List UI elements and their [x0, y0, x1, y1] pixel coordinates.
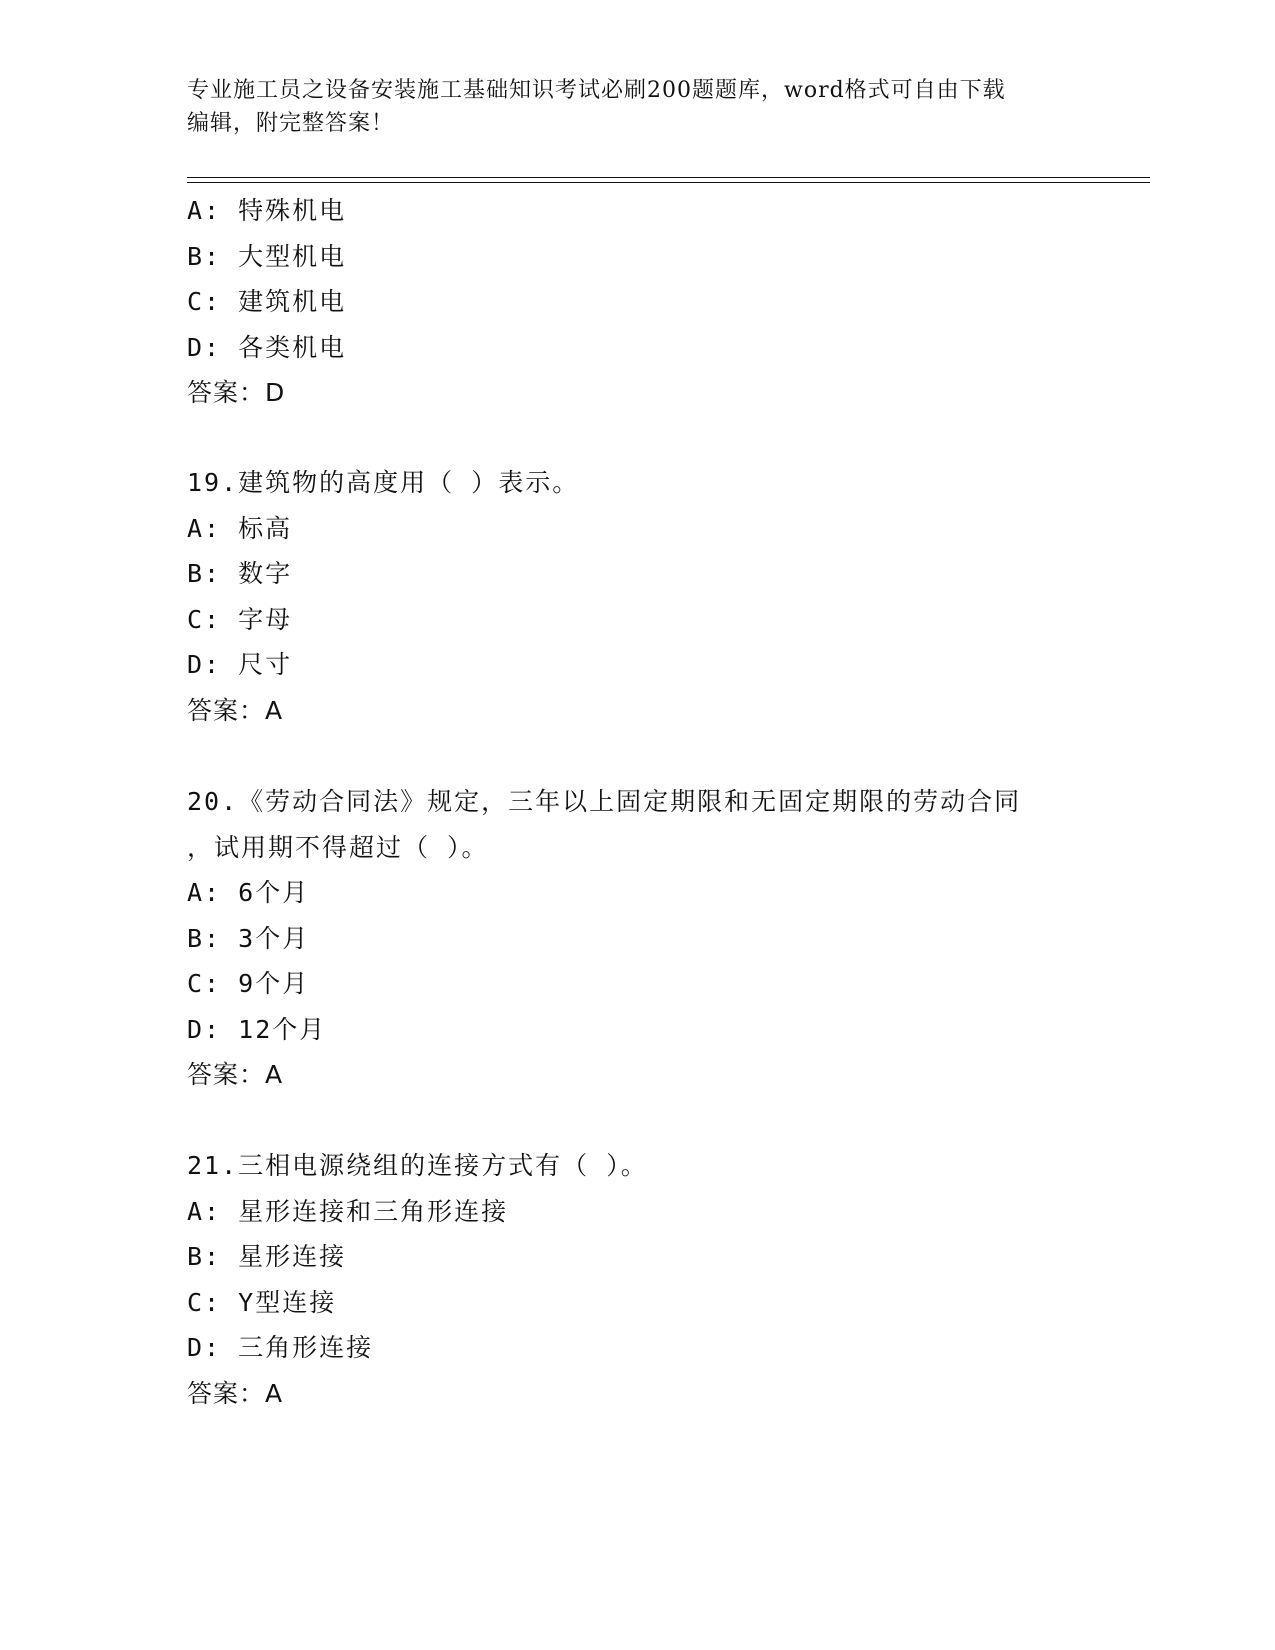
option-d: D: 各类机电: [187, 332, 347, 362]
question-text-continued: ，试用期不得超过（ ）。: [187, 832, 489, 862]
option-b: B: 数字: [187, 559, 293, 588]
option-c: C: Y型连接: [187, 1287, 337, 1317]
question-block: [187, 1143, 1127, 1416]
answer-line: 答案：A: [187, 695, 284, 725]
question-block: [187, 460, 1127, 733]
option-b: B: 3个月: [187, 923, 310, 953]
option-c: C: 字母: [187, 604, 293, 634]
option-a: A: 星形连接和三角形连接: [187, 1196, 509, 1226]
option-d: D: 三角形连接: [187, 1333, 374, 1362]
question-text: 21.三相电源绕组的连接方式有（ ）。: [187, 1151, 648, 1180]
option-a: A: 特殊机电: [187, 196, 347, 225]
header-divider-top: [187, 177, 1150, 178]
document-header: [187, 74, 1067, 140]
option-a: A: 标高: [187, 513, 293, 543]
option-c: C: 9个月: [187, 969, 310, 998]
option-b: B: 星形连接: [187, 1242, 347, 1271]
option-d: D: 尺寸: [187, 650, 293, 679]
header-divider-bottom: [187, 182, 1150, 183]
option-b: B: 大型机电: [187, 241, 347, 271]
answer-line: 答案：D: [187, 378, 286, 407]
question-text: 19.建筑物的高度用（ ）表示。: [187, 468, 580, 497]
option-a: A: 6个月: [187, 878, 310, 907]
option-d: D: 12个月: [187, 1014, 327, 1044]
question-text: 20.《劳动合同法》规定，三年以上固定期限和无固定期限的劳动合同: [187, 787, 1022, 816]
option-c: C: 建筑机电: [187, 287, 347, 316]
answer-line: 答案：A: [187, 1378, 284, 1408]
question-block: [187, 779, 1127, 1098]
answer-line: 答案：A: [187, 1060, 284, 1089]
header-line-1: 专业施工员之设备安装施工基础知识考试必刷200题题库，word格式可自由下载: [187, 78, 1006, 103]
question-block: [187, 188, 1127, 416]
header-line-2: 编辑，附完整答案！: [187, 111, 395, 136]
